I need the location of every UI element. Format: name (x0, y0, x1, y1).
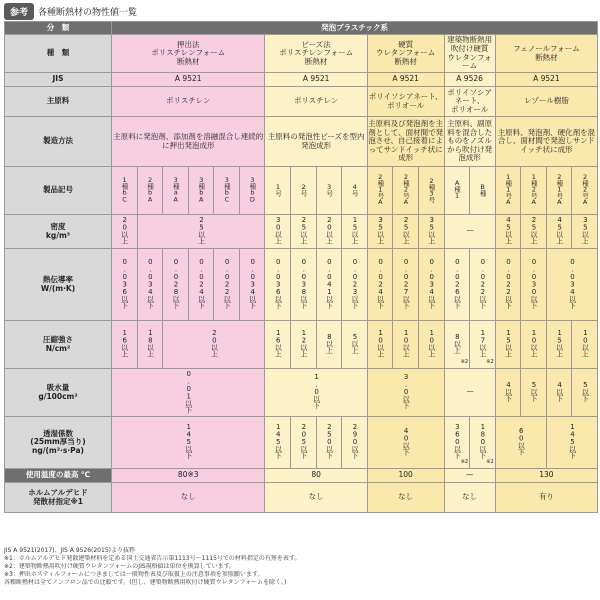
footnote: 各種断熱材は全てノンフロン品での比較です。(但し、建築物断熱用吹付け硬質ウレタンフォームを除く。) (4, 579, 287, 587)
footnote: ※2：建築物断熱用吹付け硬質ウレタンフォームのJIS規格値は単位を換算しています。 (4, 563, 236, 571)
vertical-text: 10以上 (530, 329, 539, 358)
vertical-text: 18以上 (146, 329, 155, 358)
vertical-text: 2種bA (146, 175, 155, 203)
vertical-text: 0.024以下 (197, 257, 206, 309)
conductivity-cell (470, 249, 496, 321)
vertical-text: 180以下 (478, 423, 487, 459)
symbol-cell (393, 167, 419, 215)
vertical-text: 4以下 (504, 380, 513, 402)
symbol-cell (367, 167, 393, 215)
row-label-permeability: 透湿係数 (25mm厚当り) ng/(m²·s·Pa) (5, 417, 112, 469)
jis-cell: A 9526 (444, 73, 495, 87)
vertical-text: 0.034以下 (568, 257, 577, 309)
maxtemp-cell: — (444, 469, 495, 483)
vertical-text: 25以上 (402, 216, 411, 245)
strength-cell (367, 321, 393, 369)
conductivity-cell (444, 249, 470, 321)
vertical-text: A種1 (453, 179, 462, 199)
cell-note: ※2 (460, 459, 469, 466)
strength-cell (495, 321, 521, 369)
maxtemp-cell: 80※3 (112, 469, 265, 483)
strength-cell (112, 321, 138, 369)
formaldehyde-cell: なし (367, 483, 444, 513)
properties-table (4, 21, 598, 513)
conductivity-cell (393, 249, 419, 321)
vertical-text: 10以上 (402, 329, 411, 358)
absorption-cell (444, 369, 495, 417)
cell-note: ※2 (486, 459, 494, 466)
symbol-cell (521, 167, 547, 215)
symbol-cell (214, 167, 240, 215)
absorption-cell (112, 369, 265, 417)
conductivity-cell (495, 249, 521, 321)
conductivity-cell (188, 249, 214, 321)
vertical-text: 16以上 (274, 329, 283, 358)
vertical-text: 10以上 (376, 329, 385, 358)
conductivity-cell (316, 249, 342, 321)
maxtemp-cell: 80 (265, 469, 367, 483)
footnote: JIS A 9521(2017)、JIS A 9526(2015)より抜粋 (4, 547, 135, 554)
vertical-text: 0.01以下 (184, 369, 193, 413)
symbol-cell (239, 167, 265, 215)
symbol-cell (112, 167, 138, 215)
density-cell (444, 215, 495, 249)
vertical-text: 35以上 (581, 216, 590, 245)
density-cell (137, 215, 265, 249)
vertical-text: 0.024以下 (376, 257, 385, 309)
formaldehyde-cell: 有り (495, 483, 598, 513)
vertical-text: 2種1号A (376, 173, 385, 206)
vertical-text: 25以上 (299, 216, 308, 245)
vertical-text: — (466, 226, 475, 234)
row-label-strength: 圧縮強さ N/cm² (5, 321, 112, 369)
vertical-text: 20以上 (210, 329, 219, 358)
symbol-cell (495, 167, 521, 215)
symbol-cell (444, 167, 470, 215)
formaldehyde-cell: なし (112, 483, 265, 513)
density-cell (418, 215, 444, 249)
symbol-cell (188, 167, 214, 215)
maxtemp-cell: 100 (367, 469, 444, 483)
vertical-text: 5以下 (530, 380, 539, 402)
vertical-text: 20以上 (325, 216, 334, 245)
vertical-text: 0.034以下 (146, 257, 155, 309)
conductivity-cell (112, 249, 138, 321)
row-label-symbol: 製品記号 (5, 167, 112, 215)
vertical-text: 60以下 (517, 427, 526, 456)
symbol-cell (137, 167, 163, 215)
vertical-text: 0.034以下 (427, 257, 436, 309)
density-cell (112, 215, 138, 249)
vertical-text: 2号 (299, 182, 308, 196)
vertical-text: 3.0以下 (402, 373, 411, 409)
conductivity-cell (521, 249, 547, 321)
jis-cell: A 9521 (112, 73, 265, 87)
conductivity-cell (163, 249, 189, 321)
vertical-text: 2種3号 (427, 176, 436, 202)
permeability-cell (495, 417, 546, 469)
permeability-cell (470, 417, 496, 469)
absorption-cell (265, 369, 367, 417)
vertical-text: 25以上 (530, 216, 539, 245)
strength-cell (137, 321, 163, 369)
vertical-text: 15以上 (350, 216, 359, 245)
vertical-text: 10以上 (427, 329, 436, 358)
method-cell: 主原料の発泡性ビーズを型内発泡成形 (265, 117, 367, 167)
strength-cell (342, 321, 368, 369)
absorption-cell (572, 369, 598, 417)
vertical-text: 0.028以下 (171, 257, 180, 309)
vertical-text: 1種1号A (504, 173, 513, 206)
vertical-text: 45以上 (504, 216, 513, 245)
conductivity-cell (546, 249, 597, 321)
permeability-cell (342, 417, 368, 469)
vertical-text: 0.022以下 (504, 257, 513, 309)
material-cell: ポリイソシアネート、 ポリオール (367, 87, 444, 117)
strength-cell (265, 321, 291, 369)
vertical-text: 25以上 (197, 216, 206, 245)
row-label-jis: JIS (5, 73, 112, 87)
vertical-text: — (466, 387, 475, 395)
vertical-text: 15以上 (555, 329, 564, 358)
vertical-text: 2種1号A (555, 173, 564, 206)
strength-cell (418, 321, 444, 369)
vertical-text: 10以上 (581, 329, 590, 358)
strength-cell (470, 321, 496, 369)
vertical-text: 2種2号A (401, 173, 410, 206)
permeability-cell (444, 417, 470, 469)
vertical-text: 40以下 (402, 427, 411, 456)
absorption-cell (521, 369, 547, 417)
row-label-absorption: 吸水量 g/100cm² (5, 369, 112, 417)
vertical-text: 0.030以下 (530, 257, 539, 309)
type-cell: ビーズ法 ポリスチレンフォーム 断熱材 (265, 35, 367, 73)
method-cell: 主原料、発泡剤、硬化剤を混合し、面材間で発泡しサンドイッチ状に成形 (495, 117, 598, 167)
vertical-text: 15以上 (504, 329, 513, 358)
symbol-cell (291, 167, 317, 215)
type-cell: フェノールフォーム 断熱材 (495, 35, 598, 73)
conductivity-cell (214, 249, 240, 321)
symbol-cell (265, 167, 291, 215)
conductivity-cell (291, 249, 317, 321)
vertical-text: 35以上 (376, 216, 385, 245)
vertical-text: 145以下 (274, 423, 283, 459)
header (4, 3, 137, 19)
type-cell: 建築物断熱用 吹付け硬質 ウレタンフォーム (444, 35, 495, 73)
permeability-cell (316, 417, 342, 469)
row-label-maxtemp: 使用温度の最高 ℃ (5, 469, 112, 483)
permeability-cell (367, 417, 444, 469)
footnote: ※1：ホルムアルデヒド発散建築材料を定める国土交通省告示第1113号〜1115号での材料指定の有無を表す。 (4, 555, 301, 563)
strength-cell (572, 321, 598, 369)
symbol-cell (546, 167, 572, 215)
vertical-text: 0.036以下 (120, 257, 129, 309)
vertical-text: 3種bD (248, 175, 257, 203)
method-cell: 主原料及び発泡剤を主剤として、面材間で発泡させ、自己接着によってサンドイッチ状に成形 (367, 117, 444, 167)
vertical-text: 0.038以下 (299, 257, 308, 309)
vertical-text: 0.026以下 (453, 257, 462, 309)
formaldehyde-cell: なし (444, 483, 495, 513)
symbol-cell (342, 167, 368, 215)
permeability-cell (265, 417, 291, 469)
vertical-text: 5以上 (350, 332, 359, 354)
vertical-text: 0.022以下 (478, 257, 487, 309)
vertical-text: 45以上 (555, 216, 564, 245)
vertical-text: 2種2号A (581, 173, 590, 206)
vertical-text: 5以下 (581, 380, 590, 402)
density-cell (291, 215, 317, 249)
vertical-text: 3種bC (222, 175, 231, 203)
vertical-text: 0.023以下 (350, 257, 359, 309)
vertical-text: 1種bC (120, 175, 129, 203)
vertical-text: 290以下 (350, 423, 359, 459)
vertical-text: 360以下 (453, 423, 462, 459)
symbol-cell (418, 167, 444, 215)
vertical-text: 1号 (274, 182, 282, 196)
strength-cell (316, 321, 342, 369)
reference-badge: 参考 (4, 3, 34, 20)
type-cell: 押出法 ポリスチレンフォーム 断熱材 (112, 35, 265, 73)
conductivity-cell (265, 249, 291, 321)
strength-cell (393, 321, 419, 369)
type-cell: 硬質 ウレタンフォーム 断熱材 (367, 35, 444, 73)
vertical-text: 17以上 (478, 329, 487, 358)
footnote: ※3：押出ホスティルフォームにつきましては一般物性表及び取扱上の注意事項を参照願います。 (4, 571, 264, 579)
vertical-text: 145以下 (184, 423, 193, 459)
row-label-category: 分 類 (5, 22, 112, 35)
symbol-cell (163, 167, 189, 215)
row-label-type: 種 類 (5, 35, 112, 73)
conductivity-cell (137, 249, 163, 321)
density-cell (342, 215, 368, 249)
conductivity-cell (239, 249, 265, 321)
vertical-text: 0.022以下 (223, 257, 232, 309)
footnotes (4, 547, 597, 587)
density-cell (521, 215, 547, 249)
symbol-cell (470, 167, 496, 215)
vertical-text: 250以下 (325, 423, 334, 459)
vertical-text: 205以下 (299, 423, 308, 459)
conductivity-cell (367, 249, 393, 321)
density-cell (495, 215, 521, 249)
absorption-cell (367, 369, 444, 417)
density-cell (316, 215, 342, 249)
vertical-text: 0.027以下 (402, 257, 411, 309)
row-label-density: 密度 kg/m³ (5, 215, 112, 249)
absorption-cell (546, 369, 572, 417)
absorption-cell (495, 369, 521, 417)
material-cell: ポリスチレン (265, 87, 367, 117)
permeability-cell (112, 417, 265, 469)
vertical-text: 0.036以下 (274, 257, 283, 309)
vertical-text: 12以上 (299, 329, 308, 358)
formaldehyde-cell: なし (265, 483, 367, 513)
strength-cell (291, 321, 317, 369)
vertical-text: 3号 (325, 182, 334, 196)
density-cell (367, 215, 393, 249)
cell-note: ※2 (486, 359, 494, 366)
vertical-text: 3種bA (197, 175, 206, 203)
row-label-method: 製造方法 (5, 117, 112, 167)
vertical-text: 20以上 (120, 216, 129, 245)
vertical-text: 145以下 (568, 423, 577, 459)
jis-cell: A 9521 (265, 73, 367, 87)
material-cell: レゾール樹脂 (495, 87, 598, 117)
strength-cell (521, 321, 547, 369)
material-cell: ポリスチレン (112, 87, 265, 117)
vertical-text: 4号 (350, 182, 359, 196)
vertical-text: 3種aA (171, 175, 180, 203)
vertical-text: 30以上 (274, 216, 283, 245)
row-label-formaldehyde: ホルムアルデヒド 発散材指定※1 (5, 483, 112, 513)
vertical-text: 1種2号A (529, 173, 538, 206)
vertical-text: 0.041以下 (325, 257, 334, 309)
method-cell: 主原料に発泡剤、添加剤を溶融混合し連続的に押出発泡成形 (112, 117, 265, 167)
jis-cell: A 9521 (495, 73, 598, 87)
density-cell (546, 215, 572, 249)
cell-note: ※2 (460, 359, 469, 366)
vertical-text: 16以上 (120, 329, 129, 358)
jis-cell: A 9521 (367, 73, 444, 87)
strength-cell (546, 321, 572, 369)
symbol-cell (572, 167, 598, 215)
vertical-text: 35以上 (427, 216, 436, 245)
page-title: 各種断熱材の物性値一覧 (38, 7, 138, 18)
vertical-text: 8以上 (325, 332, 334, 354)
foam-category: 発泡プラスチック系 (112, 22, 598, 35)
density-cell (265, 215, 291, 249)
vertical-text: 8以上 (453, 332, 462, 354)
method-cell: 主原料、副原料を混合したものをノズルから吹付け発泡成形 (444, 117, 495, 167)
strength-cell (444, 321, 470, 369)
vertical-text: 0.034以下 (248, 257, 257, 309)
row-label-conductivity: 熱伝導率 W/(m·K) (5, 249, 112, 321)
density-cell (572, 215, 598, 249)
symbol-cell (316, 167, 342, 215)
conductivity-cell (418, 249, 444, 321)
vertical-text: 1.0以下 (312, 373, 321, 409)
permeability-cell (291, 417, 317, 469)
vertical-text: 4以下 (555, 380, 564, 402)
vertical-text: B種 (478, 182, 487, 196)
material-cell: ポリイソシアネート、 ポリオール (444, 87, 495, 117)
density-cell (393, 215, 419, 249)
strength-cell (163, 321, 265, 369)
conductivity-cell (342, 249, 368, 321)
maxtemp-cell: 130 (495, 469, 598, 483)
row-label-material: 主原料 (5, 87, 112, 117)
permeability-cell (546, 417, 597, 469)
